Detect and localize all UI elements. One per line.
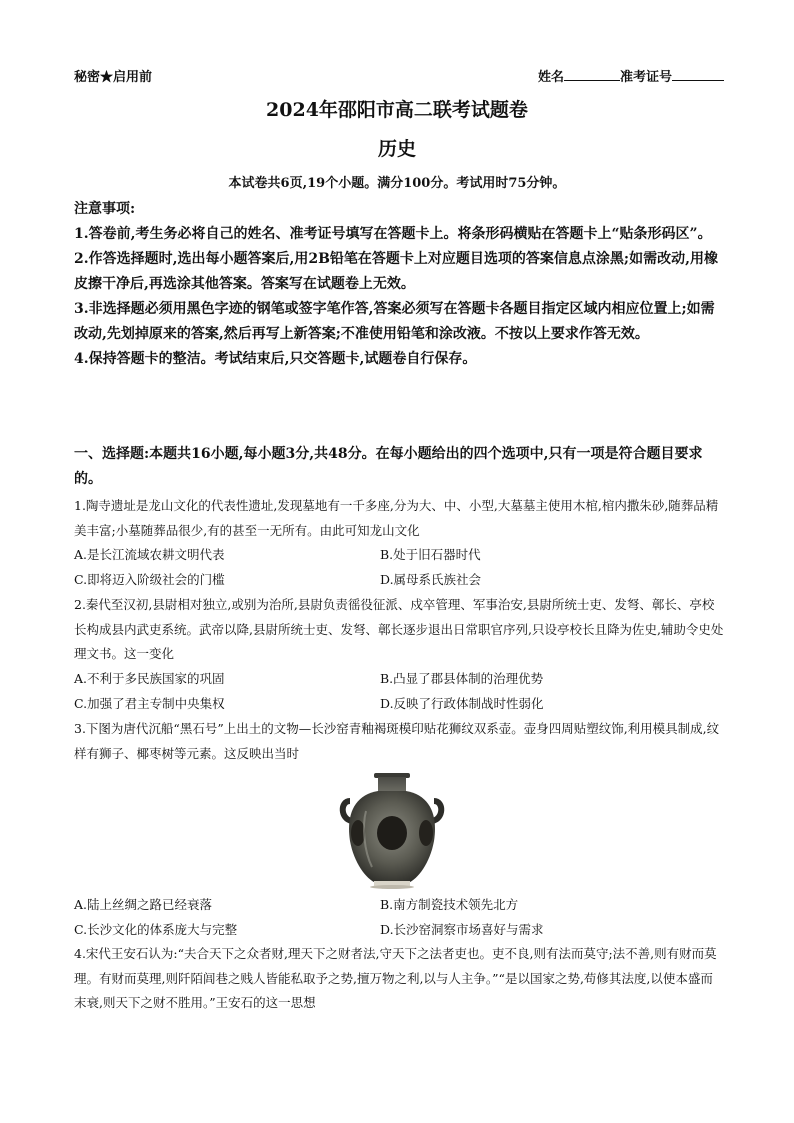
question-stem: 4.宋代王安石认为:“夫合天下之众者财,理天下之财者法,守天下之法者吏也。吏不良,则有法而莫守;法不善,则有财而莫理。有财而莫理,则阡陌闾巷之贱人皆能私取予之势,擅万物之利,以与人主争。”“是以国家之势,苟修其法度,以使本盛而末衰,则天下之财不胜用。”王安石的这一思想 xyxy=(74,946,717,1011)
section-heading xyxy=(74,442,724,492)
question-stem: 1.陶寺遗址是龙山文化的代表性遗址,发现墓地有一千多座,分为大、中、小型,大墓墓主使用木棺,棺内撒朱砂,随葬品精美丰富;小墓随葬品很少,有的甚至一无所有。由此可知龙山文化 xyxy=(74,498,719,538)
option-a[interactable]: A.是长江流域农耕文明代表 xyxy=(74,547,225,562)
note-item: 2.作答选择题时,选出每小题答案后,用2B铅笔在答题卡上对应题目选项的答案信息点涂黑;如需改动,用橡皮擦干净后,再选涂其他答案。答案写在试题卷上无效。 xyxy=(74,251,718,292)
option-a[interactable]: A.陆上丝绸之路已经衰落 xyxy=(74,897,213,912)
exam-meta: 本试卷共6页,19个小题。满分100分。考试用时75分钟。 xyxy=(228,176,566,191)
note-item: 1.答卷前,考生务必将自己的姓名、准考证号填写在答题卡上。将条形码横贴在答题卡上“贴条形码区”。 xyxy=(74,226,712,242)
option-b[interactable]: B.处于旧石器时代 xyxy=(380,547,481,562)
question-2-options xyxy=(74,667,724,716)
option-c[interactable]: C.加强了君主专制中央集权 xyxy=(74,695,225,711)
vase-image xyxy=(336,771,448,889)
option-c[interactable]: C.即将迈入阶级社会的门槛 xyxy=(74,571,225,587)
note-item: 4.保持答题卡的整洁。考试结束后,只交答题卡,试题卷自行保存。 xyxy=(74,351,477,367)
subject-title: 历史 xyxy=(377,138,416,160)
question-1-options xyxy=(74,543,724,592)
option-c[interactable]: C.长沙文化的体系庞大与完整 xyxy=(74,921,238,937)
name-blank[interactable] xyxy=(564,68,620,81)
option-d[interactable]: D.反映了行政体制战时性弱化 xyxy=(380,695,544,711)
name-label: 姓名 xyxy=(537,70,564,85)
question-stem: 3.下图为唐代沉船“黑石号”上出土的文物—长沙窑青釉褐斑模印贴花狮纹双系壶。壶身四周贴塑纹饰,利用模具制成,纹样有狮子、椰枣树等元素。这反映出当时 xyxy=(74,721,720,761)
exam-id-blank[interactable] xyxy=(672,68,724,81)
vase-illustration xyxy=(336,771,448,889)
notes-section xyxy=(74,197,724,372)
question-stem: 2.秦代至汉初,县尉相对独立,或别为治所,县尉负责徭役征派、戍卒管理、军事治安,县尉所统士吏、发弩、鄣长、亭校长构成县内武吏系统。武帝以降,县尉所统士吏、发弩、鄣长逐步退出日常职官序列,只设亭校长且降为佐史,辅助令史处理文书。这一变化 xyxy=(74,597,724,662)
option-b[interactable]: B.南方制瓷技术领先北方 xyxy=(380,897,519,912)
option-d[interactable]: D.属母系氏族社会 xyxy=(380,571,482,587)
section-1-instructions: 一、选择题:本题共16小题,每小题3分,共48分。在每小题给出的四个选项中,只有一项是符合题目要求的。 xyxy=(74,446,703,487)
note-item: 3.非选择题必须用黑色字迹的钢笔或签字笔作答,答案必须写在答题卡各题目指定区域内相应位置上;如需改动,先划掉原来的答案,然后再写上新答案;不准使用铅笔和涂改液。不按以上要求作答无效。 xyxy=(74,301,715,342)
option-d[interactable]: D.长沙窑洞察市场喜好与需求 xyxy=(380,921,544,937)
question-1 xyxy=(74,494,724,543)
option-b[interactable]: B.凸显了郡县体制的治理优势 xyxy=(380,671,544,686)
question-4 xyxy=(74,942,724,1016)
option-a[interactable]: A.不利于多民族国家的巩固 xyxy=(74,671,225,686)
question-3-options xyxy=(74,893,724,942)
notes-heading: 注意事项: xyxy=(74,201,136,217)
exam-title: 2024年邵阳市高二联考试题卷 xyxy=(266,99,528,121)
question-2 xyxy=(74,593,724,667)
header-row xyxy=(74,66,724,84)
secret-label: 秘密★启用前 xyxy=(74,70,153,85)
candidate-fields xyxy=(538,66,724,85)
exam-id-label: 准考证号 xyxy=(619,70,672,85)
question-3 xyxy=(74,717,724,766)
